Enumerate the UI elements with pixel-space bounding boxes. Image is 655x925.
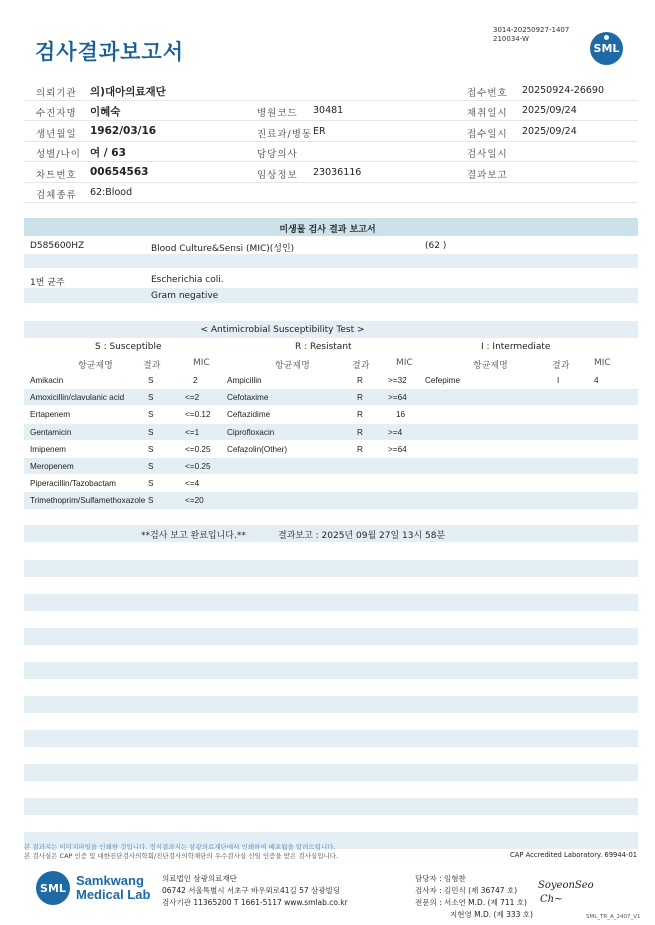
empty-row-stripe <box>24 730 638 747</box>
info-value: 30481 <box>313 105 344 116</box>
header-result: 결과 <box>143 361 161 371</box>
result-value: S <box>148 496 154 506</box>
info-value: 1962/03/16 <box>90 125 157 137</box>
cap-number: CAP Accredited Laboratory. 69944-01 <box>510 851 638 859</box>
mic-value: <=0.25 <box>185 462 211 471</box>
info-label: 의뢰기관 <box>36 88 77 99</box>
legend-susceptible: S : Susceptible <box>95 342 162 352</box>
empty-row-stripe <box>24 764 638 781</box>
info-label: 진료과/병동 <box>257 129 313 140</box>
result-value: R <box>357 427 363 437</box>
info-label: 수진자명 <box>36 108 77 119</box>
info-label: 검사일시 <box>467 149 508 160</box>
drug-name: Meropenem <box>30 462 74 471</box>
header-result: 결과 <box>552 361 570 371</box>
drug-name: Trimethoprim/Sulfamethoxazole <box>30 496 146 506</box>
page-title: 검사결과보고서 <box>35 40 185 64</box>
result-value: R <box>357 393 363 403</box>
result-value: R <box>357 410 363 420</box>
result-value: S <box>148 444 154 454</box>
info-label: 검체종류 <box>36 190 77 201</box>
info-value: ER <box>313 126 326 137</box>
document-id <box>493 26 569 44</box>
address-line: 06742 서울특별시 서초구 바우뫼로41길 57 삼광빌딩 <box>162 886 341 895</box>
signature-2: Ch~ <box>540 894 563 905</box>
specialist-2: 지현영 M.D. (제 333 호) <box>450 910 533 919</box>
manager: 담당자 : 임형찬 <box>415 874 466 883</box>
info-value: 20250924-26690 <box>522 85 605 96</box>
drug-name: Piperacillin/Tazobactam <box>30 479 117 489</box>
tester: 검사자 : 김민식 (제 36747 호) <box>415 886 518 895</box>
info-row <box>24 100 638 121</box>
info-label: 임상정보 <box>257 170 298 181</box>
empty-row-stripe <box>24 594 638 611</box>
drug-name: Amikacin <box>30 376 64 385</box>
empty-row-stripe <box>24 560 638 577</box>
info-label: 접수일시 <box>467 129 508 140</box>
table-row <box>24 406 638 422</box>
info-row <box>24 141 638 162</box>
header-mic: MIC <box>594 358 611 368</box>
header-drug: 항균제명 <box>275 361 310 371</box>
mic-value: 2 <box>193 376 198 385</box>
info-value: 62:Blood <box>90 187 133 198</box>
ast-title: < Antimicrobial Susceptibility Test > <box>200 325 365 335</box>
mic-value: <=0.25 <box>185 444 211 454</box>
info-label: 채취일시 <box>467 108 508 119</box>
specialist-1: 전문의 : 서소연 M.D. (제 711 호) <box>415 898 527 907</box>
drug-name: Amoxicillin/clavulanic acid <box>30 393 125 403</box>
mic-value: >=64 <box>388 393 407 403</box>
form-version: SML_TR_A_2407_V1 <box>586 914 641 920</box>
result-value: S <box>148 410 154 420</box>
contact-line: 검사기관 11365200 T 1661-5117 www.smlab.co.kr <box>162 898 348 907</box>
drug-name: Ertapenem <box>30 410 71 420</box>
info-value: 여 / 63 <box>90 147 126 159</box>
info-row <box>24 182 638 203</box>
drug-name: Cefotaxime <box>227 393 269 403</box>
info-label: 결과보고 <box>467 170 508 181</box>
organism-name: Escherichia coli. <box>151 275 224 285</box>
micro-section-title: 미생물 검사 결과 보고서 <box>279 225 376 235</box>
mic-value: 4 <box>594 376 599 385</box>
document-id-line2: 210034-W <box>493 35 529 43</box>
test-name: Blood Culture&Sensi (MIC)(성인) <box>151 244 295 254</box>
report-complete: **검사 보고 완료입니다.** <box>141 531 246 541</box>
mic-value: >=32 <box>388 376 407 385</box>
result-value: S <box>148 479 154 489</box>
info-row <box>24 162 638 183</box>
legend-resistant: R : Resistant <box>295 342 352 352</box>
lab-address <box>162 873 348 909</box>
info-value: 이혜숙 <box>90 106 121 118</box>
table-row <box>24 441 638 457</box>
info-value: 00654563 <box>90 166 149 178</box>
header-drug: 항균제명 <box>78 361 113 371</box>
test-specimen: (62 ) <box>425 241 447 251</box>
drug-name: Gentamicin <box>30 427 72 437</box>
result-value: R <box>357 376 363 385</box>
cap-notice: 본 검사실은 CAP 인증 및 대한진단검사의학회/진단검사의학재단의 우수검사실 신임 인증을 받은 검사실입니다. <box>24 852 339 860</box>
empty-row-stripe <box>24 662 638 679</box>
mic-value: <=1 <box>185 427 200 437</box>
result-value: S <box>148 427 154 437</box>
signature-1: SoyeonSeo <box>538 880 594 891</box>
mic-value: <=2 <box>185 393 200 403</box>
empty-row-stripe <box>24 798 638 815</box>
info-label: 접수번호 <box>467 88 508 99</box>
info-row <box>24 121 638 142</box>
mic-value: <=20 <box>185 496 204 506</box>
mic-value: 16 <box>396 410 406 420</box>
brand-name <box>76 874 150 902</box>
brand-line1: Samkwang <box>76 873 144 888</box>
gram-stain: Gram negative <box>151 291 219 301</box>
mic-value: <=4 <box>185 479 200 489</box>
info-label: 생년월일 <box>36 129 77 140</box>
drug-name: Ciprofloxacin <box>227 427 275 437</box>
drug-name: Cefepime <box>425 376 461 385</box>
header-drug: 항균제명 <box>473 361 508 371</box>
org-name: 의료법인 삼광의료재단 <box>162 874 237 883</box>
info-label: 성별/나이 <box>36 149 81 160</box>
document-id-line1: 3014-20250927-1407 <box>493 26 570 34</box>
sml-logo: SML <box>590 32 623 65</box>
sml-footer-logo: SML <box>36 871 70 905</box>
table-row <box>24 372 638 388</box>
info-label: 차트번호 <box>36 170 77 181</box>
result-value: S <box>148 376 154 385</box>
info-value: 2025/09/24 <box>522 105 577 116</box>
header-mic: MIC <box>193 358 210 368</box>
table-row <box>24 475 638 491</box>
result-value: S <box>148 462 154 471</box>
table-row <box>24 424 638 440</box>
info-value: 2025/09/24 <box>522 126 577 137</box>
info-value: 의)대아의료재단 <box>90 86 166 98</box>
result-value: I <box>557 376 560 385</box>
staff-list <box>415 873 533 921</box>
report-time: 결과보고 : 2025년 09월 27일 13시 58분 <box>278 531 446 541</box>
test-code: D585600HZ <box>30 241 85 251</box>
drug-name: Ampicillin <box>227 376 262 385</box>
info-value: 23036116 <box>313 167 362 178</box>
result-value: R <box>357 444 363 454</box>
header-mic: MIC <box>396 358 413 368</box>
header-result: 결과 <box>352 361 370 371</box>
mic-value: >=64 <box>388 444 407 454</box>
mic-value: >=4 <box>388 427 403 437</box>
empty-row-stripe <box>24 628 638 645</box>
info-label: 병원코드 <box>257 108 298 119</box>
mic-value: <=0.12 <box>185 410 211 420</box>
result-value: S <box>148 393 154 403</box>
brand-line2: Medical Lab <box>76 887 151 902</box>
organism-label: 1번 균주 <box>30 278 65 288</box>
drug-name: Imipenem <box>30 444 66 454</box>
drug-name: Ceftazidime <box>227 410 271 420</box>
stripe <box>24 254 638 268</box>
info-row <box>24 80 638 101</box>
print-notice: 본 결과지는 이미지파일을 인쇄한 것입니다. 정식결과지는 삼광의료재단에서 인쇄하여 배포됨을 알려드립니다. <box>24 843 336 851</box>
legend-intermediate: I : Intermediate <box>481 342 551 352</box>
drug-name: Cefazolin(Other) <box>227 444 288 454</box>
empty-row-stripe <box>24 696 638 713</box>
table-row <box>24 458 638 474</box>
stripe <box>24 288 638 303</box>
info-label: 담당의사 <box>257 149 298 160</box>
